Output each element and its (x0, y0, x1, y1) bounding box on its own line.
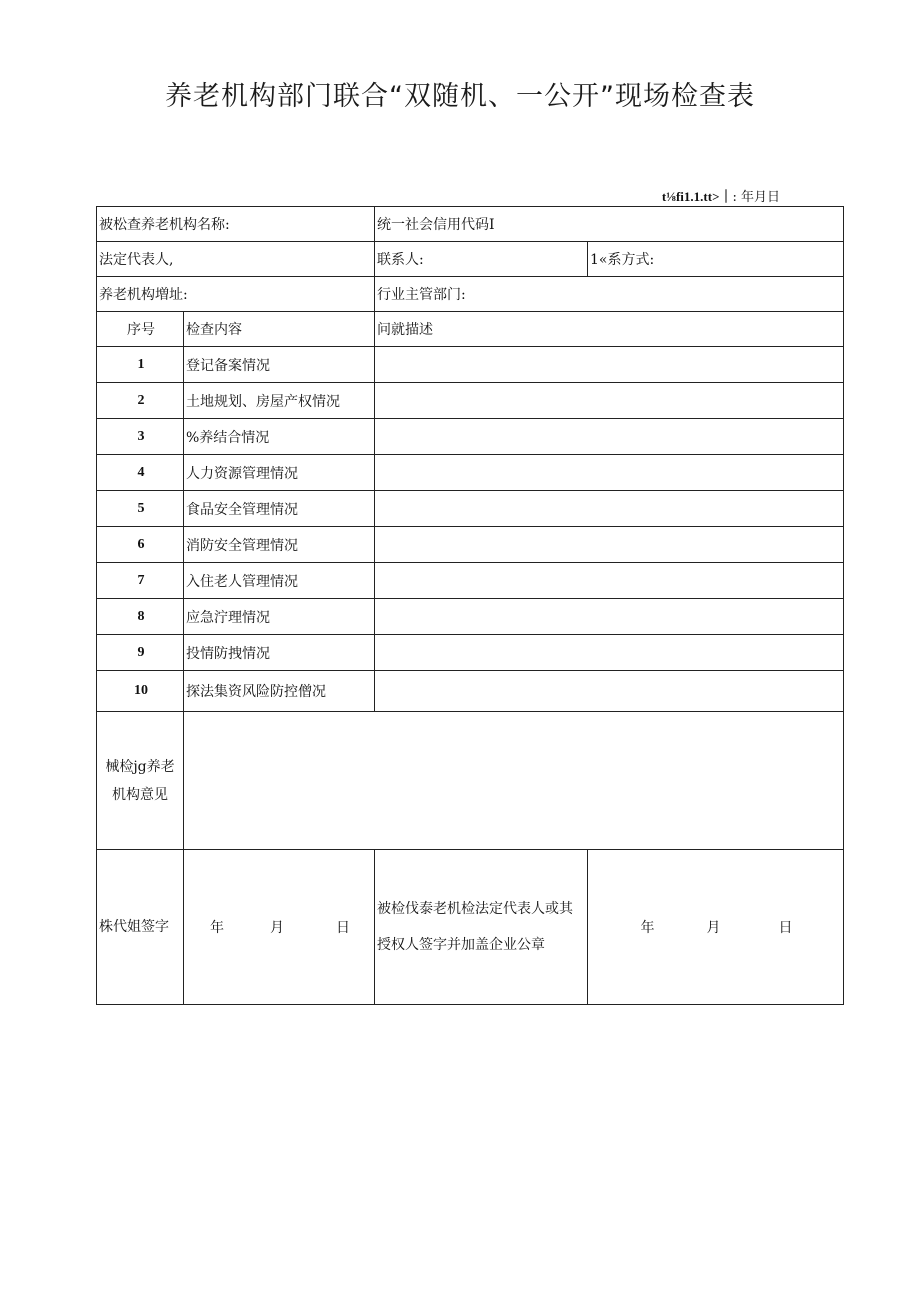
item-number: 9 (97, 635, 184, 671)
table-row (97, 242, 844, 277)
item-number: 2 (97, 383, 184, 419)
table-row (97, 455, 844, 491)
item-description[interactable] (375, 455, 844, 491)
table-row (97, 277, 844, 312)
rep-signature-label: 被检伐泰老机检法定代表人或其授权人签字并加盖企业公章 (375, 850, 588, 1005)
rep-signature-date[interactable] (588, 850, 844, 1005)
address-label: 养老机构増址: (97, 277, 375, 312)
item-description[interactable] (375, 383, 844, 419)
date-code: t⅛fi1.1.tt>｜ (661, 189, 733, 204)
opinion-field[interactable] (184, 712, 844, 850)
item-number: 8 (97, 599, 184, 635)
credit-code-label: 统一社会信用代码I (375, 207, 844, 242)
table-row (97, 635, 844, 671)
item-content: 食品安全管理情况 (184, 491, 375, 527)
authority-label: 行业主管部门: (375, 277, 844, 312)
date-suffix: : 年月日 (732, 190, 780, 205)
table-row (97, 527, 844, 563)
opinion-row (97, 712, 844, 850)
item-number: 1 (97, 347, 184, 383)
item-description[interactable] (375, 563, 844, 599)
institution-name-label: 被松查养老机构名称: (97, 207, 375, 242)
item-description[interactable] (375, 635, 844, 671)
table-row (97, 383, 844, 419)
item-description[interactable] (375, 671, 844, 712)
inspector-signature-date[interactable] (184, 850, 375, 1005)
item-content: 投情防拽情况 (184, 635, 375, 671)
date-year: 年 (640, 920, 655, 936)
table-row (97, 207, 844, 242)
contact-method-label: 1«系方式: (588, 242, 844, 277)
item-content: 土地规划、房屋产权情况 (184, 383, 375, 419)
legal-rep-label: 法定代表人, (97, 242, 375, 277)
item-number: 6 (97, 527, 184, 563)
item-content: 人力资源管理情况 (184, 455, 375, 491)
item-description[interactable] (375, 347, 844, 383)
inspection-date-line (560, 186, 780, 205)
table-row (97, 599, 844, 635)
table-row (97, 491, 844, 527)
table-row (97, 563, 844, 599)
date-year: 年 (210, 920, 224, 936)
column-header-description: 问就描述 (375, 312, 844, 347)
date-day: 日 (778, 920, 793, 936)
date-month: 月 (706, 920, 721, 936)
item-number: 4 (97, 455, 184, 491)
column-header-content: 检查内容 (184, 312, 375, 347)
table-row (97, 419, 844, 455)
signature-row (97, 850, 844, 1005)
form-title: 养老机构部门联合“双随机、一公开”现场检查表 (165, 81, 755, 112)
contact-person-label: 联系人: (375, 242, 588, 277)
item-content: 登记备案情况 (184, 347, 375, 383)
date-month: 月 (270, 920, 284, 936)
opinion-label: 械检jg养老机构意见 (97, 712, 184, 850)
date-day: 日 (336, 920, 350, 936)
item-content: %养结合情况 (184, 419, 375, 455)
item-content: 探法集资风险防控僧况 (184, 671, 375, 712)
item-description[interactable] (375, 527, 844, 563)
item-description[interactable] (375, 599, 844, 635)
item-description[interactable] (375, 419, 844, 455)
item-number: 10 (97, 671, 184, 712)
item-content: 入住老人管理情况 (184, 563, 375, 599)
column-header-row (97, 312, 844, 347)
item-number: 3 (97, 419, 184, 455)
item-content: 消防安全管理情况 (184, 527, 375, 563)
item-description[interactable] (375, 491, 844, 527)
inspector-signature-label: 株代姐签字 (97, 850, 184, 1005)
item-content: 应急泞理情况 (184, 599, 375, 635)
table-row (97, 671, 844, 712)
table-row (97, 347, 844, 383)
inspection-table (96, 206, 844, 1005)
item-number: 5 (97, 491, 184, 527)
item-number: 7 (97, 563, 184, 599)
column-header-index: 序号 (97, 312, 184, 347)
